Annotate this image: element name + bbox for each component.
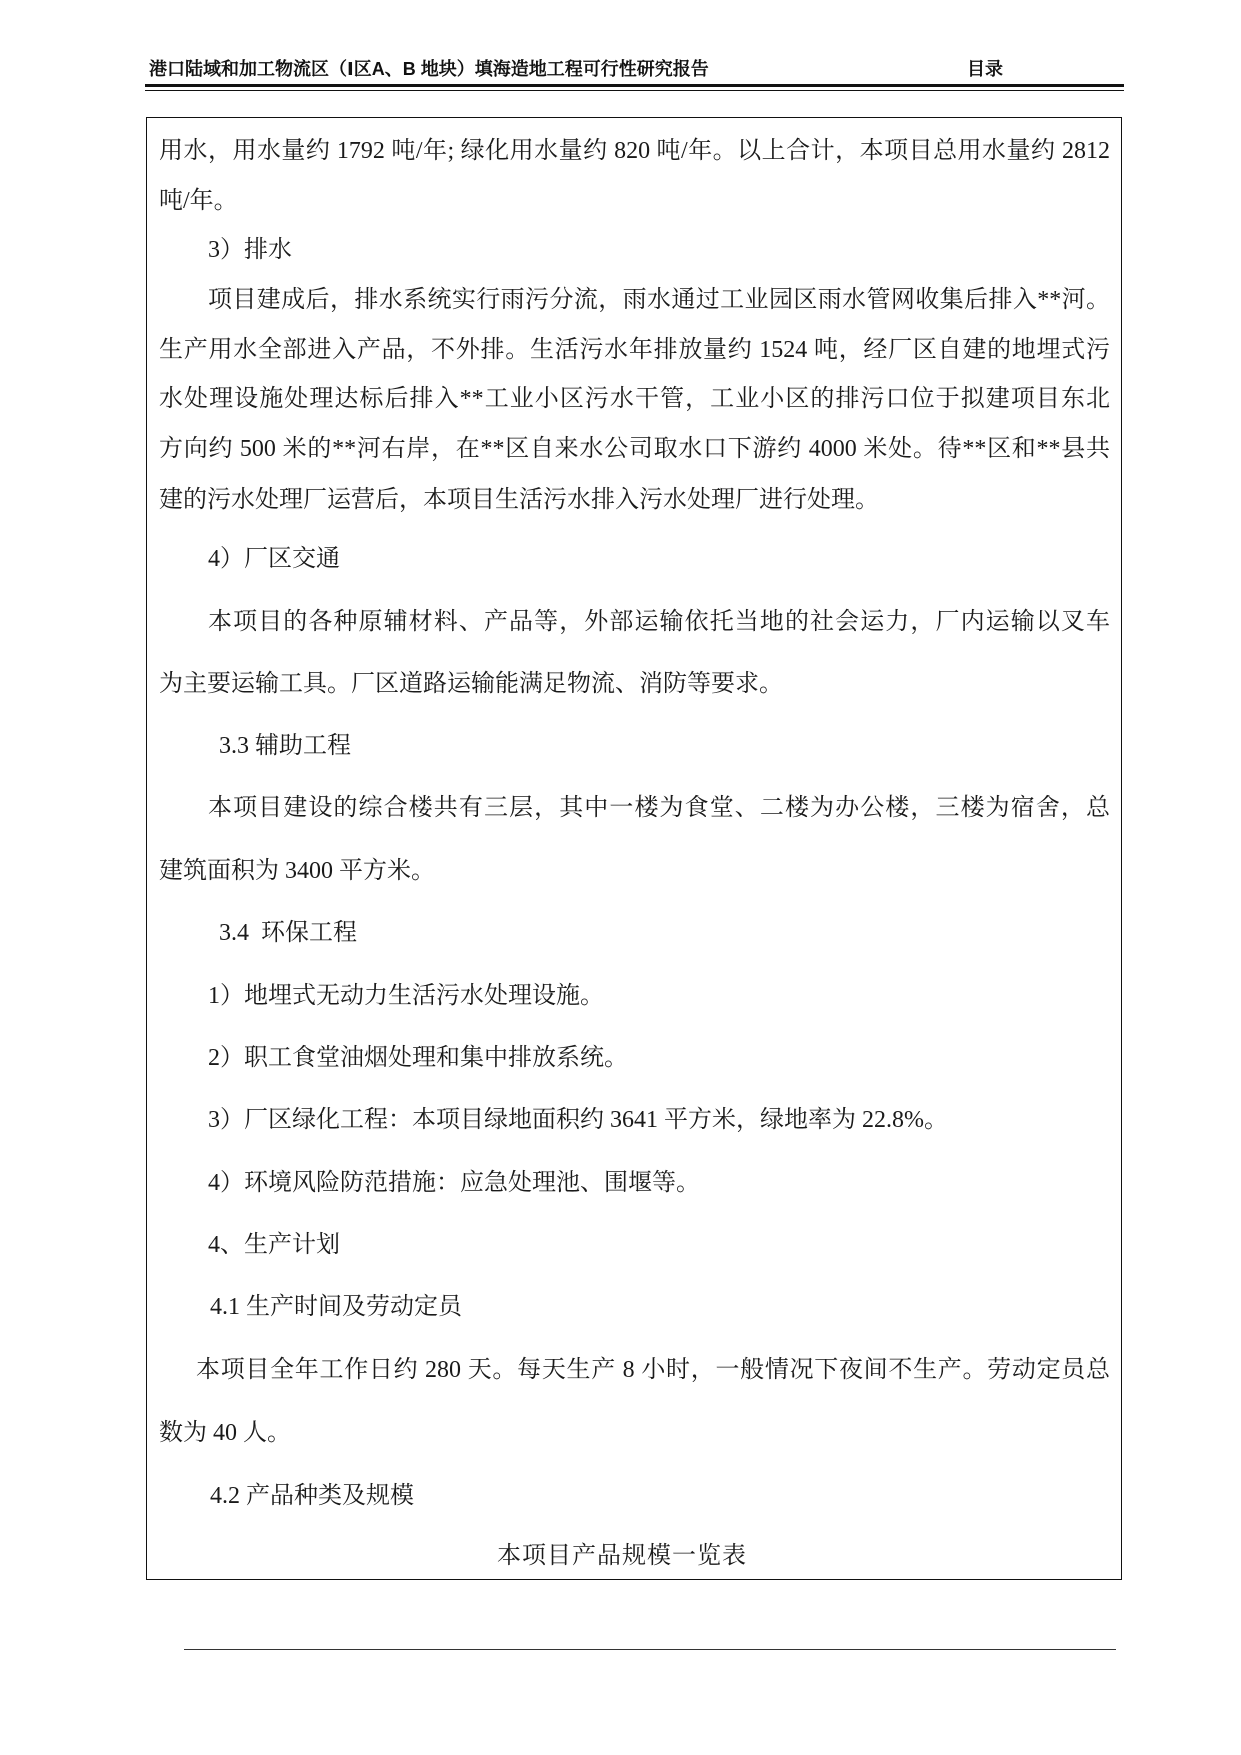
paragraph-line: 为主要运输工具。厂区道路运输能满足物流、消防等要求。: [159, 671, 783, 697]
paragraph-line: 本项目全年工作日约 280 天。每天生产 8 小时，一般情况下夜间不生产。劳动定员总: [196, 1357, 1110, 1383]
section-heading: 3）排水: [208, 237, 292, 263]
paragraph-line: 用水，用水量约 1792 吨/年; 绿化用水量约 820 吨/年。以上合计，本项目总用水量约 2812: [159, 138, 1110, 164]
list-item: 2）职工食堂油烟处理和集中排放系统。: [208, 1045, 628, 1071]
paragraph-line: 水处理设施处理达标后排入**工业小区污水干管，工业小区的排污口位于拟建项目东北: [159, 386, 1110, 412]
list-item: 1）地埋式无动力生活污水处理设施。: [208, 983, 604, 1009]
section-label: 目录: [967, 59, 1003, 79]
section-heading: 4）厂区交通: [208, 546, 340, 572]
list-item: 3）厂区绿化工程：本项目绿地面积约 3641 平方米，绿地率为 22.8%。: [208, 1107, 948, 1133]
paragraph-line: 吨/年。: [159, 188, 238, 214]
subsection-heading: 4.2 产品种类及规模: [210, 1483, 414, 1509]
paragraph-line: 项目建成后，排水系统实行雨污分流，雨水通过工业园区雨水管网收集后排入**河。: [208, 287, 1110, 313]
footer-rule: [184, 1649, 1116, 1650]
paragraph-line: 建的污水处理厂运营后，本项目生活污水排入污水处理厂进行处理。: [159, 487, 879, 513]
header-rule-thin: [145, 90, 1124, 91]
section-heading: 3.3 辅助工程: [219, 733, 351, 759]
paragraph-line: 数为 40 人。: [159, 1420, 291, 1446]
paragraph-line: 本项目的各种原辅材料、产品等，外部运输依托当地的社会运力，厂内运输以叉车: [208, 609, 1110, 635]
section-heading: 3.4 环保工程: [219, 920, 357, 946]
list-item: 4）环境风险防范措施：应急处理池、围堰等。: [208, 1170, 700, 1196]
paragraph-line: 生产用水全部进入产品，不外排。生活污水年排放量约 1524 吨，经厂区自建的地埋式污: [159, 337, 1110, 363]
paragraph-line: 方向约 500 米的**河右岸，在**区自来水公司取水口下游约 4000 米处。待**区和**县共: [159, 436, 1110, 462]
paragraph-line: 建筑面积为 3400 平方米。: [159, 858, 435, 884]
paragraph-line: 本项目建设的综合楼共有三层，其中一楼为食堂、二楼为办公楼，三楼为宿舍，总: [208, 795, 1110, 821]
header-rule-thick: [145, 84, 1124, 87]
subsection-heading: 4.1 生产时间及劳动定员: [210, 1294, 462, 1320]
table-caption: 本项目产品规模一览表: [497, 1543, 747, 1569]
section-heading: 4、生产计划: [208, 1232, 340, 1258]
document-title: 港口陆域和加工物流区（Ⅰ区A、B 地块）填海造地工程可行性研究报告: [149, 59, 709, 79]
